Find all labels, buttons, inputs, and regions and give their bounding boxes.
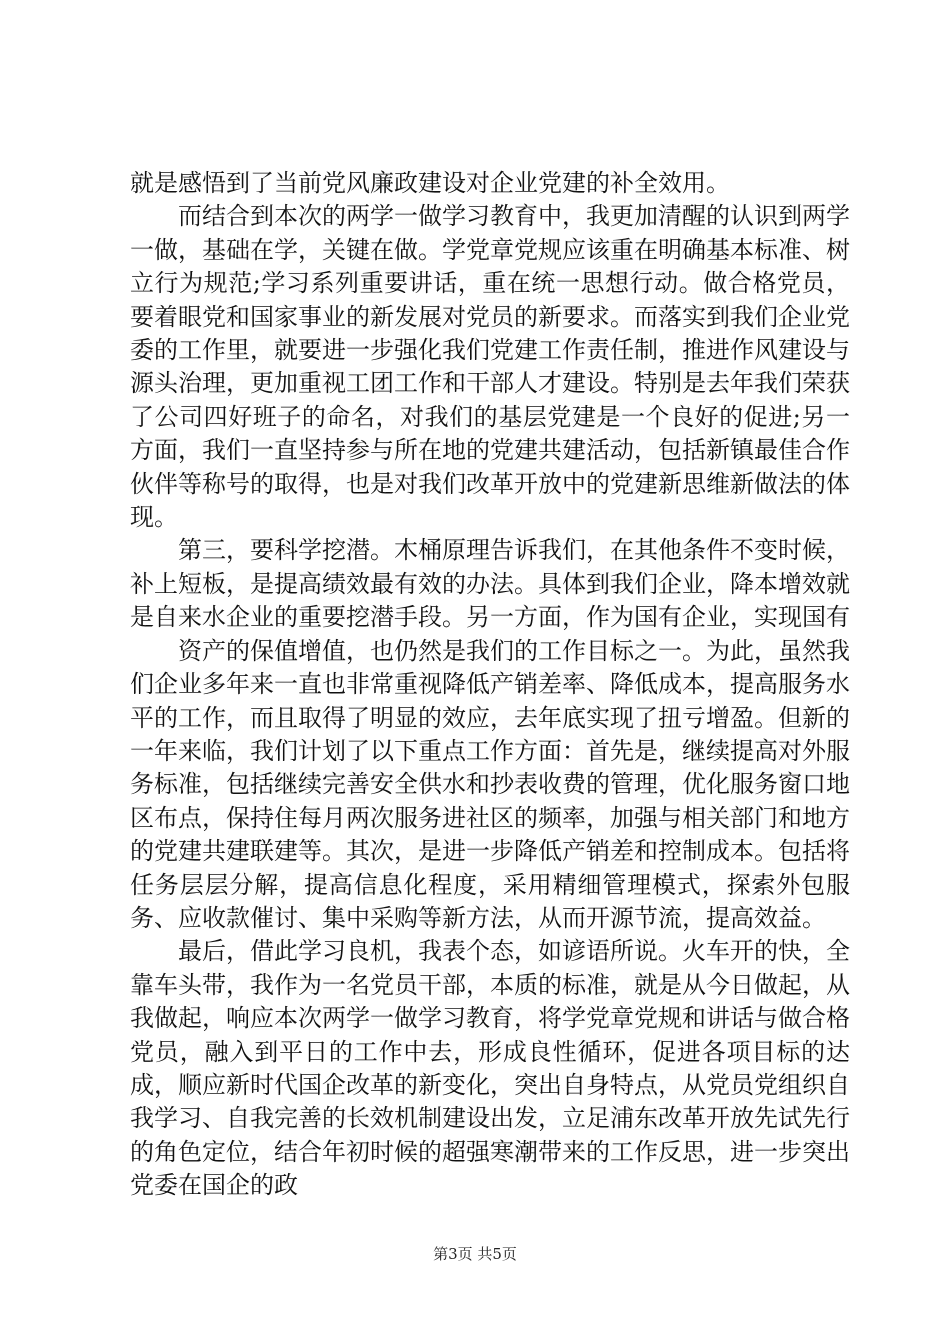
paragraph-4: 资产的保值增值，也仍然是我们的工作目标之一。为此，虽然我们企业多年来一直也非常重视降低产销差率、降低成本，提高服务水平的工作，而且取得了明显的效应，去年底实现了扭亏增盈。但新的一年来临，我们计划了以下重点工作方面：首先是，继续提高对外服务标准，包括继续完善安全供水和抄表收费的管理，优化服务窗口地区布点，保持住每月两次服务进社区的频率，加强与相关部门和地方的党建共建联建等。其次，是进一步降低产销差和控制成本。包括将任务层层分解，提高信息化程度，采用精细管理模式，探索外包服务、应收款催讨、集中采购等新方法，从而开源节流，提高效益。 [130,636,850,932]
paragraph-3: 第三，要科学挖潜。木桶原理告诉我们，在其他条件不变时候，补上短板，是提高绩效最有效的办法。具体到我们企业，降本增效就是自来水企业的重要挖潜手段。另一方面，作为国有企业，实现国有 [130,536,850,632]
page-number-footer: 第3页 共5页 [433,1245,517,1263]
paragraph-2: 而结合到本次的两学一做学习教育中，我更加清醒的认识到两学一做，基础在学，关键在做。学党章党规应该重在明确基本标准、树立行为规范;学习系列重要讲话，重在统一思想行动。做合格党员，要着眼党和国家事业的新发展对党员的新要求。而落实到我们企业党委的工作里，就要进一步强化我们党建工作责任制，推进作风建设与源头治理，更加重视工团工作和干部人才建设。特别是去年我们荣获了公司四好班子的命名，对我们的基层党建是一个良好的促进;另一方面，我们一直坚持参与所在地的党建共建活动，包括新镇最佳合作伙伴等称号的取得，也是对我们改革开放中的党建新思维新做法的体现。 [130,202,850,532]
body-text [130,167,850,1203]
paragraph-1: 就是感悟到了当前党风廉政建设对企业党建的补全效用。 [130,169,730,197]
paragraph-5: 最后，借此学习良机，我表个态，如谚语所说。火车开的快，全靠车头带，我作为一名党员干部，本质的标准，就是从今日做起，从我做起，响应本次两学一做学习教育，将学党章党规和讲话与做合格党员，融入到平日的工作中去，形成良性循环，促进各项目标的达成，顺应新时代国企改革的新变化，突出自身特点，从党员党组织自我学习、自我完善的长效机制建设出发，立足浦东改革开放先试先行的角色定位，结合年初时候的超强寒潮带来的工作反思，进一步突出党委在国企的政 [130,937,850,1200]
